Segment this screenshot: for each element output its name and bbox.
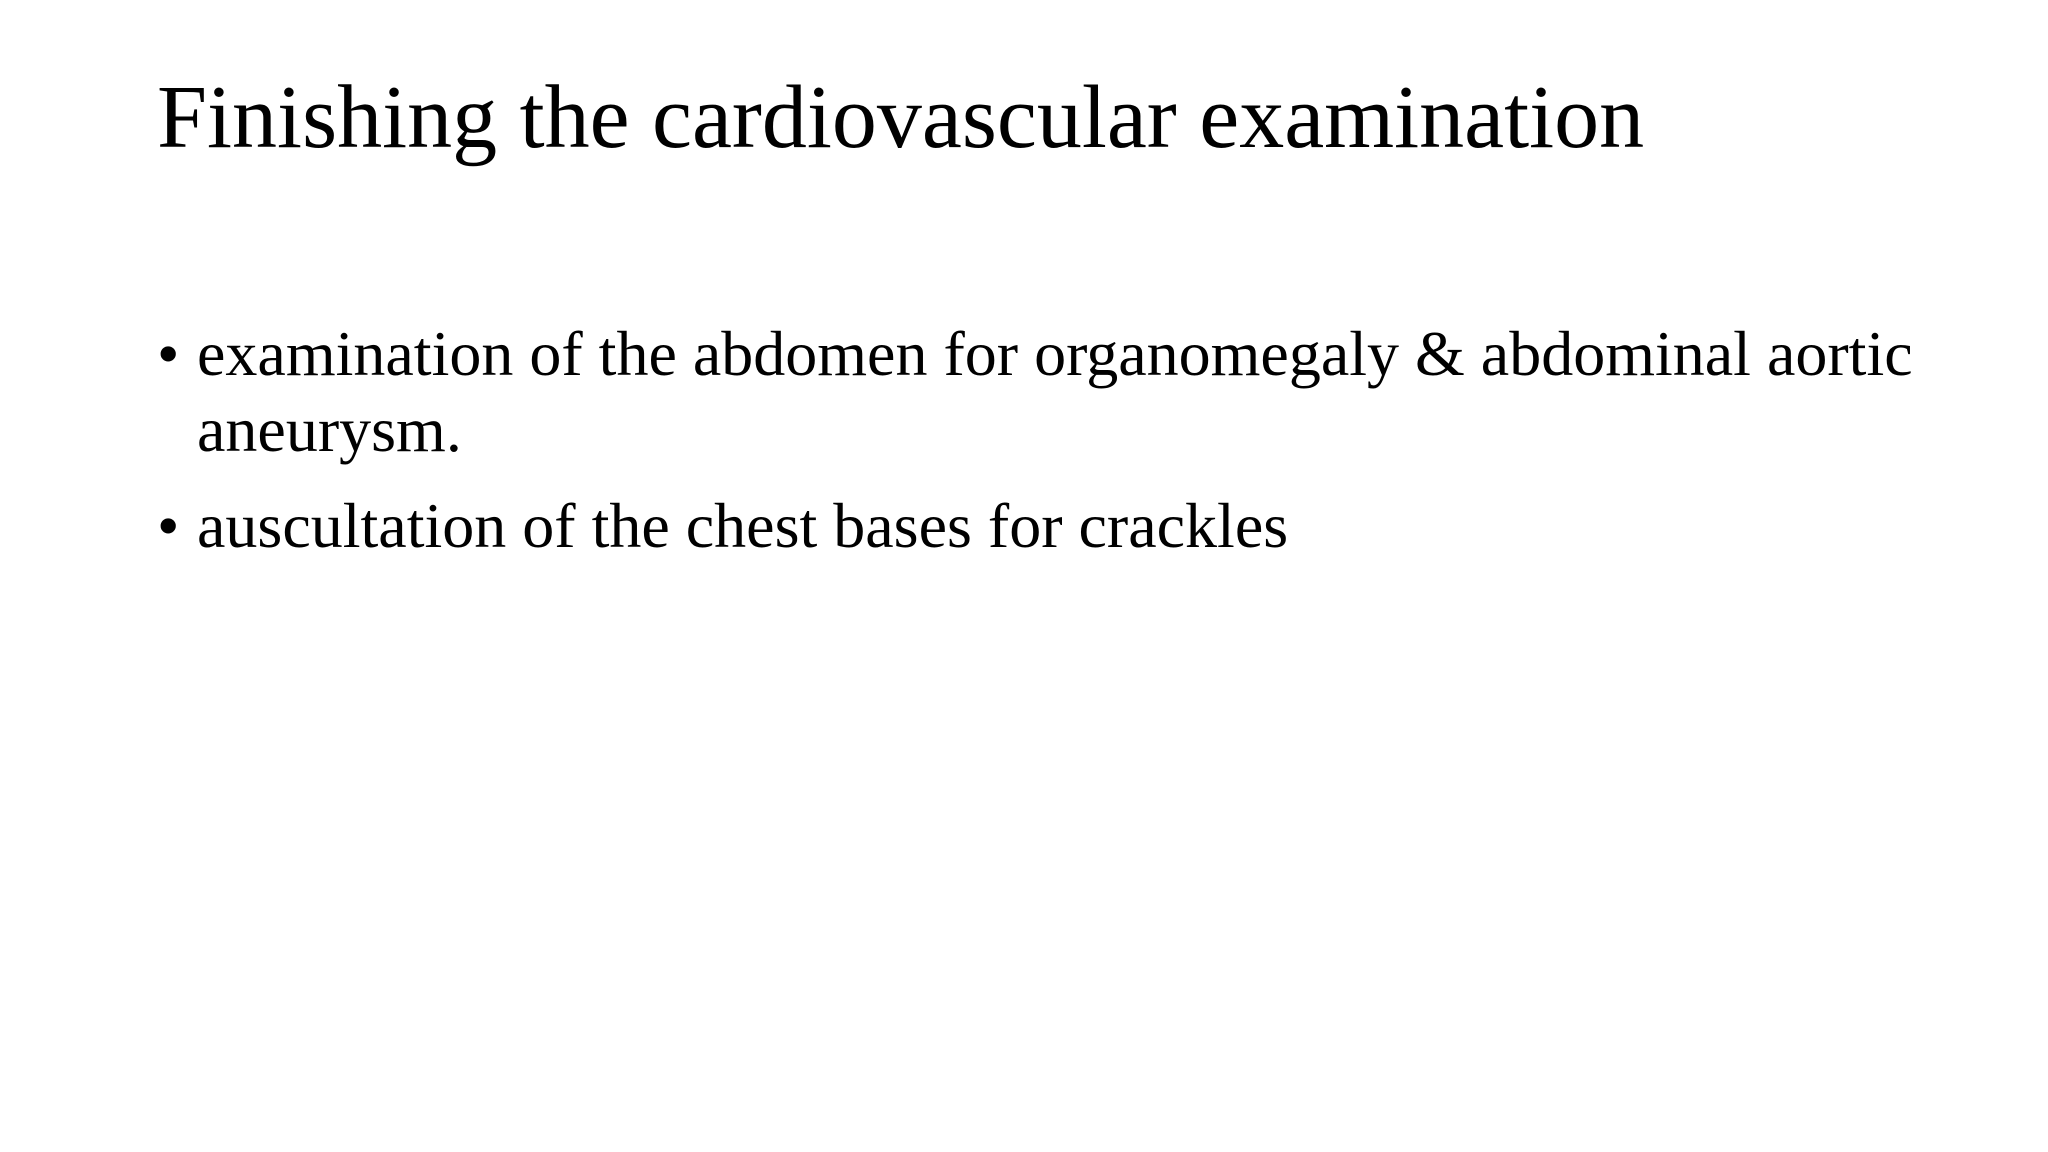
bullet-text: examination of the abdomen for organomegaly & abdominal aortic aneurysm. [197,318,1913,465]
slide-title: Finishing the cardiovascular examination [157,68,1645,167]
bullet-list [157,316,1917,584]
bullet-item-chest [157,488,1917,564]
bullet-dot-icon: • [157,490,180,561]
bullet-text: auscultation of the chest bases for crackles [197,490,1289,561]
bullet-dot-icon: • [157,318,180,389]
bullet-item-abdomen [157,316,1917,468]
